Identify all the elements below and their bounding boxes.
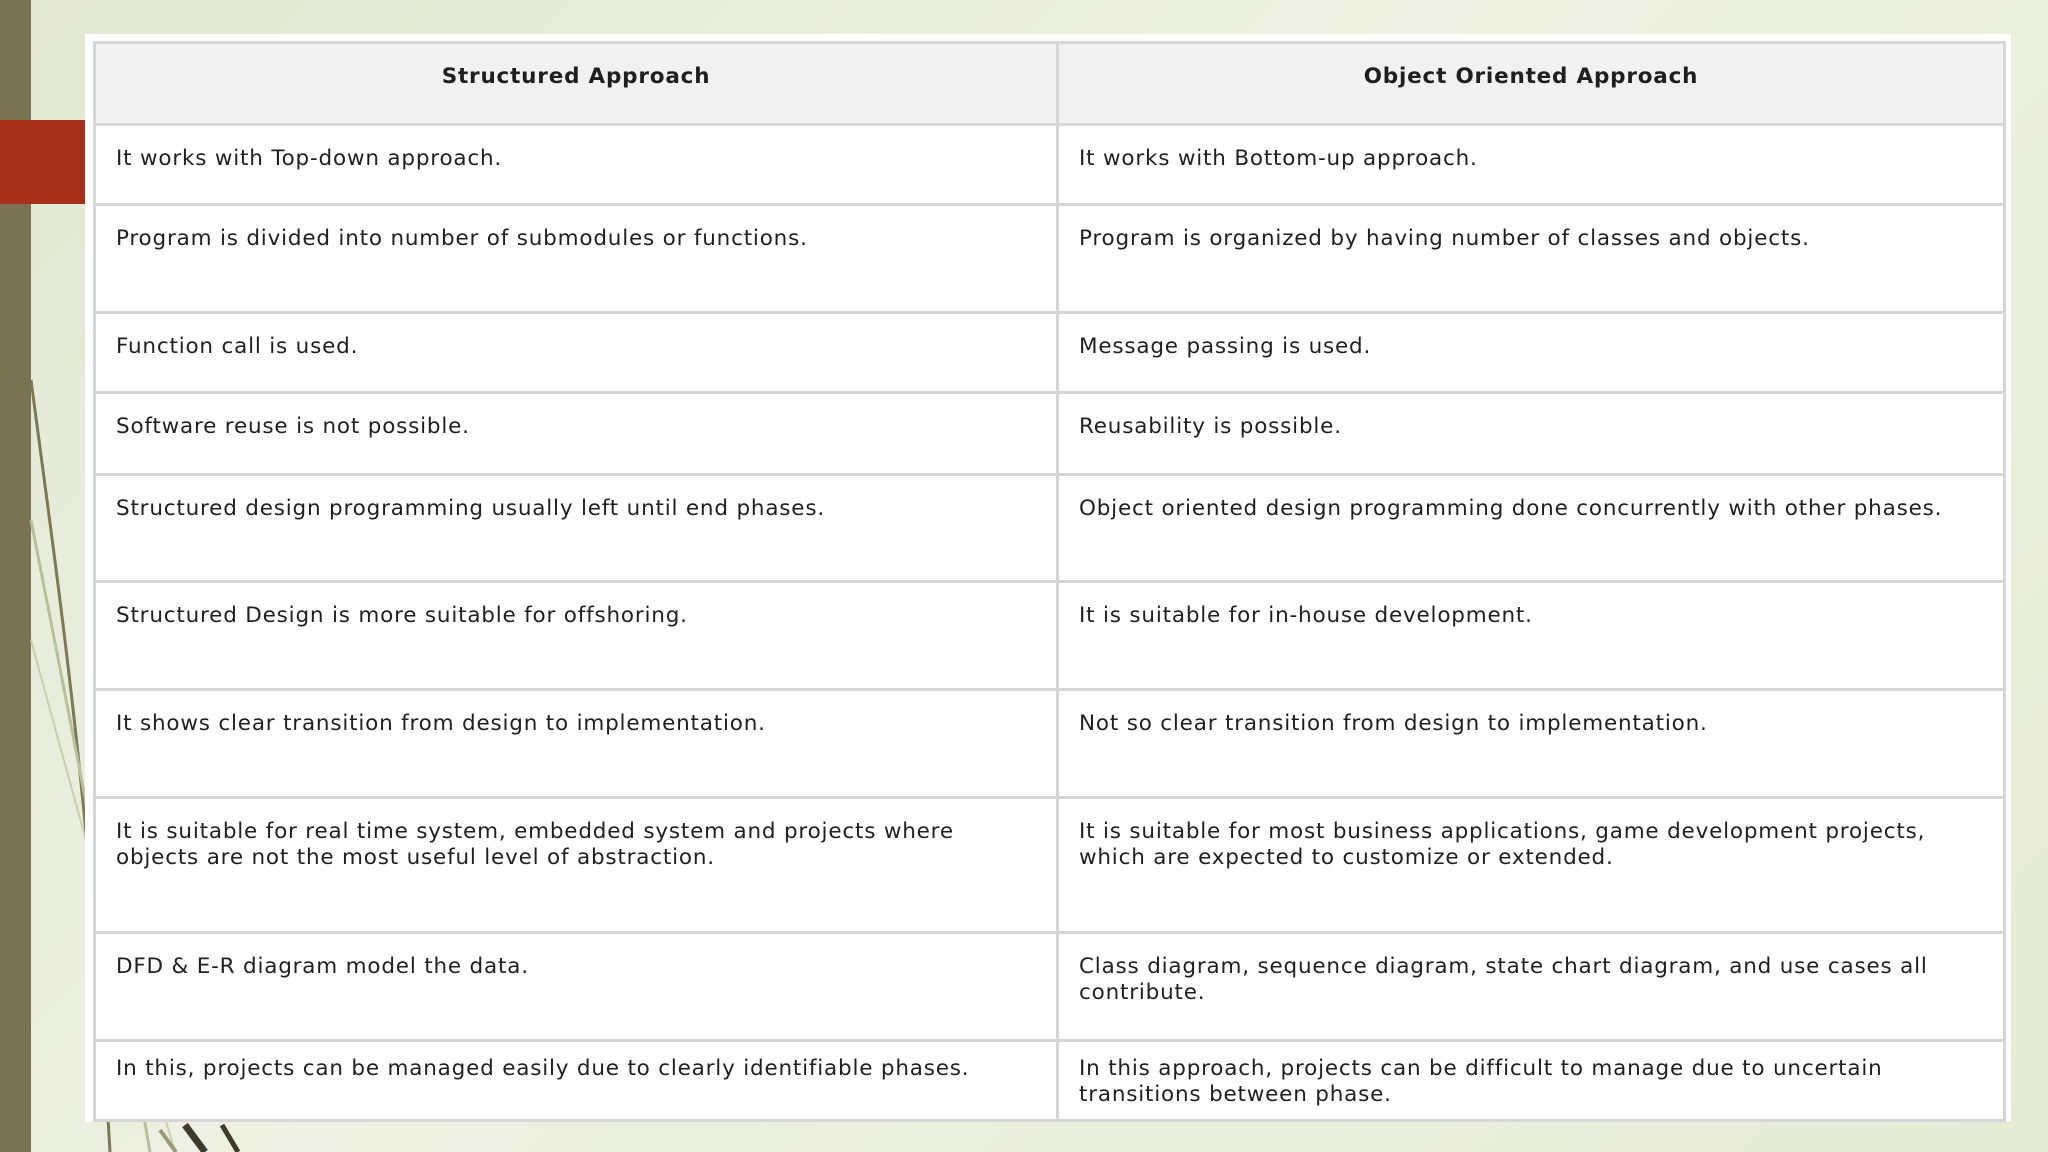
cell-structured: It is suitable for real time system, embedded system and projects where objects are not the most useful level of abstraction. [95,798,1058,933]
cell-object-oriented: It works with Bottom-up approach. [1058,125,2005,205]
cell-object-oriented: It is suitable for most business applications, game development projects, which are expected to customize or extended. [1058,798,2005,933]
table-row [95,125,2005,205]
table-row [95,1041,2005,1121]
red-accent-block [0,120,85,204]
table-row [95,205,2005,313]
cell-object-oriented: Message passing is used. [1058,313,2005,393]
cell-structured: In this, projects can be managed easily due to clearly identifiable phases. [95,1041,1058,1121]
table-row [95,690,2005,798]
table-row [95,313,2005,393]
cell-object-oriented: In this approach, projects can be difficult to manage due to uncertain transitions between phase. [1058,1041,2005,1121]
cell-object-oriented: Object oriented design programming done concurrently with other phases. [1058,475,2005,582]
table-row [95,393,2005,475]
cell-object-oriented: Program is organized by having number of classes and objects. [1058,205,2005,313]
table-row [95,582,2005,690]
cell-object-oriented: Not so clear transition from design to implementation. [1058,690,2005,798]
header-object-oriented-approach: Object Oriented Approach [1058,43,2005,125]
cell-structured: Program is divided into number of submodules or functions. [95,205,1058,313]
cell-structured: Function call is used. [95,313,1058,393]
table-row [95,798,2005,933]
cell-object-oriented: It is suitable for in-house development. [1058,582,2005,690]
comparison-table [93,41,2006,1122]
cell-structured: Software reuse is not possible. [95,393,1058,475]
cell-structured: It shows clear transition from design to implementation. [95,690,1058,798]
cell-structured: Structured design programming usually left until end phases. [95,475,1058,582]
cell-structured: DFD & E-R diagram model the data. [95,933,1058,1041]
table-row [95,475,2005,582]
cell-object-oriented: Class diagram, sequence diagram, state chart diagram, and use cases all contribute. [1058,933,2005,1041]
table-row [95,933,2005,1041]
cell-structured: Structured Design is more suitable for offshoring. [95,582,1058,690]
cell-object-oriented: Reusability is possible. [1058,393,2005,475]
header-structured-approach: Structured Approach [95,43,1058,125]
comparison-table-frame [85,34,2011,1122]
table-header-row [95,43,2005,125]
cell-structured: It works with Top-down approach. [95,125,1058,205]
